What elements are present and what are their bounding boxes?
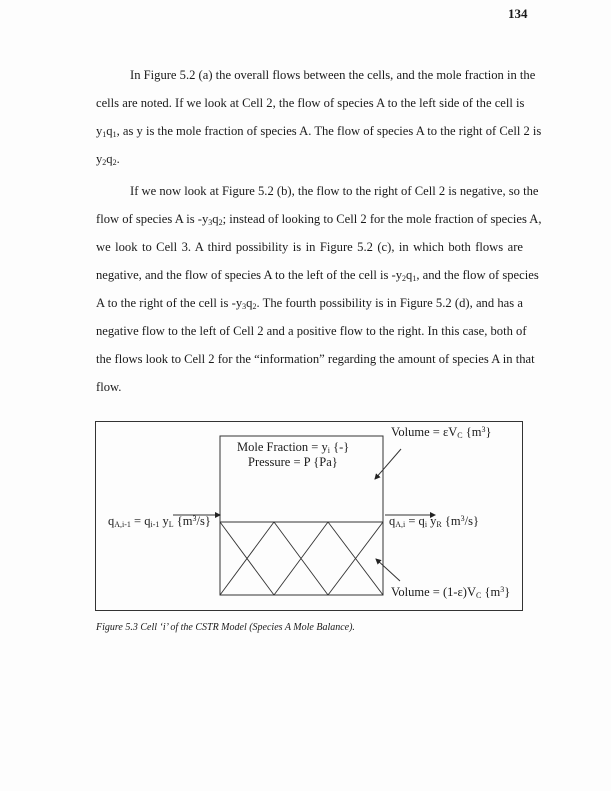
text-line — [96, 351, 535, 367]
text-line — [96, 295, 523, 311]
text-line — [96, 323, 527, 339]
text-run: {m — [441, 514, 461, 528]
subscript: R — [436, 520, 442, 529]
text-run: } — [485, 425, 492, 439]
text-run: Pressure = P {Pa} — [248, 455, 338, 469]
text-run: = q — [130, 514, 151, 528]
text-run: q — [212, 212, 219, 226]
superscript: 3 — [192, 514, 197, 523]
text-run: ; instead of looking to Cell 2 for the mole fraction of species A, — [222, 212, 542, 226]
text-line — [96, 379, 523, 395]
text-line — [96, 123, 542, 139]
pointer-arrow-bottom — [376, 559, 400, 581]
page-number: 134 — [508, 6, 528, 21]
subscript: 2 — [402, 274, 407, 283]
text-run: /s} — [464, 514, 479, 528]
subscript: A,i-1 — [114, 520, 131, 529]
subscript: A,i — [395, 520, 406, 529]
text-run: {m — [481, 585, 501, 599]
text-run: q — [246, 296, 253, 310]
text-line — [96, 239, 523, 255]
subscript: 1 — [102, 130, 107, 139]
subscript: 1 — [112, 130, 117, 139]
subscript: 3 — [242, 302, 247, 311]
text-run: Volume = εV — [391, 425, 458, 439]
subscript: i — [424, 520, 428, 529]
text-run: q — [389, 514, 396, 528]
text-run: flow of species A is -y — [96, 212, 209, 226]
text-run: /s} — [196, 514, 211, 528]
text-run: . — [116, 152, 120, 166]
text-run: negative flow to the left of Cell 2 and a positive flow to the right. In this case, both of — [96, 324, 527, 338]
text-run: Mole Fraction = y — [237, 440, 328, 454]
subscript: C — [457, 431, 463, 440]
text-line — [96, 211, 542, 227]
subscript: i-1 — [150, 520, 160, 529]
text-run: In Figure 5.2 (a) the overall flows between the cells, and the mole fraction in the — [130, 68, 536, 82]
text-line — [130, 67, 536, 83]
subscript: i — [327, 446, 330, 455]
subscript: C — [475, 591, 482, 600]
inflow-label — [108, 514, 211, 529]
outflow-label — [389, 514, 479, 529]
text-run: A to the right of the cell is -y — [96, 296, 243, 310]
text-run: q — [106, 152, 113, 166]
subscript: L — [168, 520, 174, 529]
text-run: flow. — [96, 380, 122, 394]
subscript: 2 — [112, 158, 117, 167]
text-run: q — [108, 514, 115, 528]
text-run: we look to Cell 3. A third possibility is in Figure 5.2 (c), in which both flows are — [96, 240, 523, 254]
text-run: q — [106, 124, 113, 138]
volume-gas-label — [391, 425, 491, 440]
text-run: cells are noted. If we look at Cell 2, the flow of species A to the left side of the cell is — [96, 96, 525, 110]
text-run: , as y is the mole fraction of species A. The flow of species A to the right of Cell 2 is — [116, 124, 542, 138]
subscript: 1 — [412, 274, 417, 283]
mole-fraction-label — [237, 440, 349, 455]
pointer-arrow-top — [375, 449, 401, 479]
subscript: 3 — [208, 218, 213, 227]
text-run: y — [96, 152, 103, 166]
text-run: {-} — [329, 440, 350, 454]
text-run: } — [504, 585, 511, 599]
text-run: Volume = (1-ε)V — [391, 585, 476, 599]
subscript: 2 — [102, 158, 107, 167]
text-run: q — [406, 268, 413, 282]
text-run: {m — [173, 514, 193, 528]
superscript: 3 — [500, 585, 505, 594]
text-line — [96, 95, 523, 111]
text-run: negative, and the flow of species A to the left of the cell is -y — [96, 268, 403, 282]
superscript: 3 — [481, 425, 486, 434]
text-run: If we now look at Figure 5.2 (b), the flow to the right of Cell 2 is negative, so the — [130, 184, 539, 198]
text-run: = q — [405, 514, 425, 528]
text-run: . The fourth possibility is in Figure 5.2 (d), and has a — [256, 296, 523, 310]
text-run: y — [96, 124, 103, 138]
text-line — [96, 151, 523, 167]
text-run: the flows look to Cell 2 for the “information” regarding the amount of species A in that — [96, 352, 535, 366]
packing-cross-hatch — [220, 522, 383, 595]
figure-caption: Figure 5.3 Cell ‘i’ of the CSTR Model (Species A Mole Balance). — [96, 622, 355, 633]
subscript: 2 — [218, 218, 223, 227]
text-run: {m — [462, 425, 482, 439]
text-run: , and the flow of species — [416, 268, 539, 282]
figure-cell-diagram — [95, 421, 523, 611]
pressure-label — [248, 455, 338, 470]
text-run: y — [427, 514, 437, 528]
subscript: 2 — [252, 302, 257, 311]
superscript: 3 — [460, 514, 465, 523]
text-run: y — [159, 514, 169, 528]
text-line — [130, 183, 539, 199]
volume-solid-label — [391, 585, 510, 600]
text-line — [96, 267, 539, 283]
